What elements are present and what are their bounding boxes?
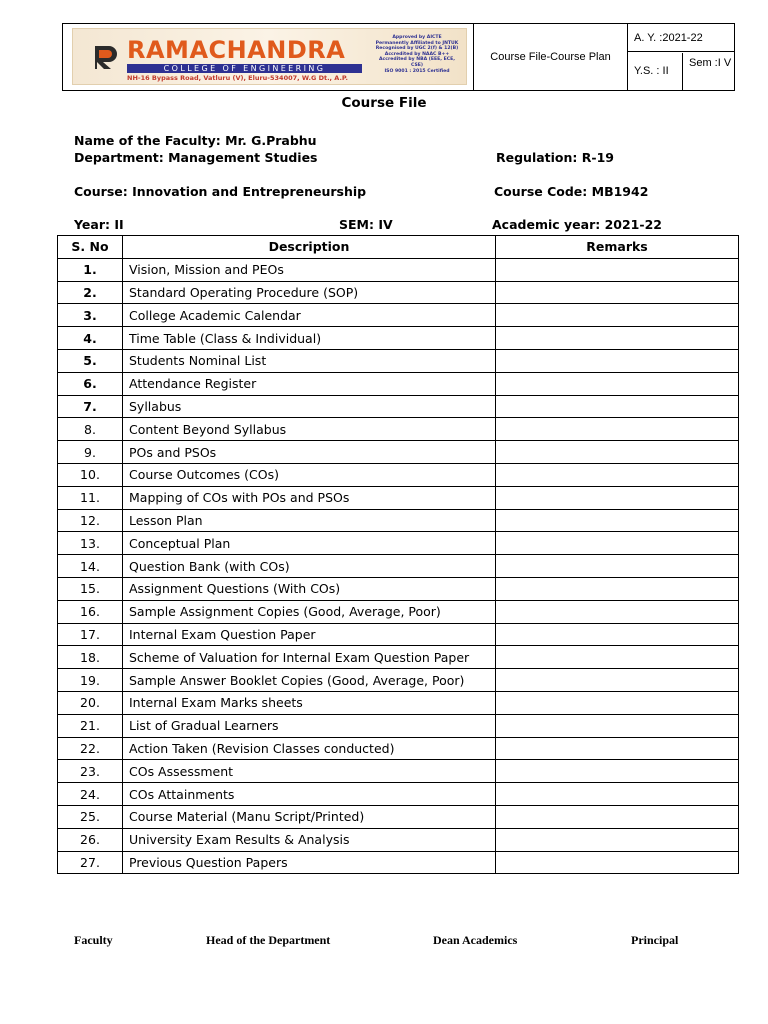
row-description: Time Table (Class & Individual): [123, 327, 496, 350]
row-remarks: [496, 372, 739, 395]
row-description: Question Bank (with COs): [123, 555, 496, 578]
year-sem-cell: Y.S. : II: [628, 53, 683, 90]
row-number: 23.: [58, 760, 123, 783]
row-remarks: [496, 760, 739, 783]
row-description: University Exam Results & Analysis: [123, 828, 496, 851]
department: Department: Management Studies: [74, 150, 318, 165]
row-description: Course Material (Manu Script/Printed): [123, 805, 496, 828]
row-number: 11.: [58, 486, 123, 509]
table-row: [58, 441, 739, 464]
table-row: [58, 532, 739, 555]
table-row: [58, 783, 739, 806]
sem-cell: Sem :I V: [689, 57, 732, 69]
table-row: [58, 486, 739, 509]
row-remarks: [496, 441, 739, 464]
signature-hod: Head of the Department: [206, 933, 331, 947]
col-header-sno: S. No: [58, 236, 123, 259]
approval-line: Permanently Affiliated to JNTUK: [375, 40, 459, 46]
row-number: 20.: [58, 691, 123, 714]
row-remarks: [496, 691, 739, 714]
row-number: 5.: [58, 349, 123, 372]
row-remarks: [496, 509, 739, 532]
row-description: COs Attainments: [123, 783, 496, 806]
approvals-list: [373, 35, 461, 74]
row-remarks: [496, 258, 739, 281]
approval-line: Recognised by UGC 2(f) & 12(B): [375, 46, 459, 52]
row-remarks: [496, 349, 739, 372]
signature-faculty: Faculty: [74, 933, 113, 947]
row-remarks: [496, 737, 739, 760]
row-remarks: [496, 805, 739, 828]
year-info-cell: [628, 24, 734, 90]
row-description: Internal Exam Marks sheets: [123, 691, 496, 714]
logo-cell: [63, 24, 474, 90]
approval-line: Approved by AICTE: [392, 35, 442, 40]
year: Year: II: [74, 217, 124, 232]
row-remarks: [496, 828, 739, 851]
row-number: 15.: [58, 577, 123, 600]
row-remarks: [496, 395, 739, 418]
row-number: 24.: [58, 783, 123, 806]
row-description: Course Outcomes (COs): [123, 463, 496, 486]
signature-principal: Principal: [631, 933, 679, 947]
row-remarks: [496, 327, 739, 350]
row-description: Internal Exam Question Paper: [123, 623, 496, 646]
row-number: 19.: [58, 669, 123, 692]
table-row: [58, 463, 739, 486]
row-number: 17.: [58, 623, 123, 646]
table-row: [58, 805, 739, 828]
approval-line: Accredited by NAAC B++: [384, 51, 450, 57]
row-description: Attendance Register: [123, 372, 496, 395]
table-row: [58, 669, 739, 692]
row-number: 26.: [58, 828, 123, 851]
table-row: [58, 372, 739, 395]
college-logo-banner: [72, 28, 467, 85]
approval-line: Accredited by NBA (EEE, ECE, CSE): [378, 57, 456, 68]
row-remarks: [496, 577, 739, 600]
row-description: Standard Operating Procedure (SOP): [123, 281, 496, 304]
faculty-name: Name of the Faculty: Mr. G.Prabhu: [74, 133, 317, 148]
row-number: 4.: [58, 327, 123, 350]
row-number: 3.: [58, 304, 123, 327]
row-description: Mapping of COs with POs and PSOs: [123, 486, 496, 509]
row-number: 21.: [58, 714, 123, 737]
row-number: 25.: [58, 805, 123, 828]
row-number: 7.: [58, 395, 123, 418]
table-row: [58, 395, 739, 418]
row-description: Sample Answer Booklet Copies (Good, Average, Poor): [123, 669, 496, 692]
table-row: [58, 304, 739, 327]
table-row: [58, 623, 739, 646]
row-remarks: [496, 623, 739, 646]
course-code: Course Code: MB1942: [494, 184, 649, 199]
row-number: 27.: [58, 851, 123, 874]
row-description: Syllabus: [123, 395, 496, 418]
table-row: [58, 646, 739, 669]
table-row: [58, 258, 739, 281]
table-row: [58, 281, 739, 304]
signature-dean: Dean Academics: [433, 933, 518, 947]
table-header-row: [58, 236, 739, 259]
table-row: [58, 418, 739, 441]
college-logo-icon: [93, 42, 119, 70]
row-remarks: [496, 851, 739, 874]
row-description: Scheme of Valuation for Internal Exam Question Paper: [123, 646, 496, 669]
row-number: 1.: [58, 258, 123, 281]
row-remarks: [496, 600, 739, 623]
semester: SEM: IV: [339, 217, 393, 232]
row-number: 16.: [58, 600, 123, 623]
row-remarks: [496, 463, 739, 486]
row-remarks: [496, 669, 739, 692]
row-number: 12.: [58, 509, 123, 532]
regulation: Regulation: R-19: [496, 150, 614, 165]
table-row: [58, 577, 739, 600]
row-remarks: [496, 714, 739, 737]
table-row: [58, 327, 739, 350]
college-address: NH-16 Bypass Road, Vatluru (V), Eluru-534007, W.G Dt., A.P.: [127, 74, 348, 82]
row-number: 13.: [58, 532, 123, 555]
table-row: [58, 737, 739, 760]
approval-line: ISO 9001 : 2015 Certified: [384, 68, 450, 74]
table-row: [58, 600, 739, 623]
table-row: [58, 349, 739, 372]
course-name: Course: Innovation and Entrepreneurship: [74, 184, 367, 199]
row-description: COs Assessment: [123, 760, 496, 783]
document-header: [62, 23, 735, 91]
col-header-remarks: Remarks: [496, 236, 739, 259]
academic-year-cell: A. Y. :2021-22: [628, 24, 734, 52]
table-row: [58, 714, 739, 737]
row-description: Previous Question Papers: [123, 851, 496, 874]
row-description: Assignment Questions (With COs): [123, 577, 496, 600]
row-description: College Academic Calendar: [123, 304, 496, 327]
row-remarks: [496, 418, 739, 441]
row-description: Action Taken (Revision Classes conducted): [123, 737, 496, 760]
academic-year: Academic year: 2021-22: [492, 217, 662, 232]
row-number: 6.: [58, 372, 123, 395]
row-number: 8.: [58, 418, 123, 441]
table-row: [58, 555, 739, 578]
doc-title-cell: Course File-Course Plan: [474, 24, 628, 90]
page-title: Course File: [341, 95, 427, 111]
table-row: [58, 851, 739, 874]
table-row: [58, 691, 739, 714]
row-remarks: [496, 304, 739, 327]
row-description: Conceptual Plan: [123, 532, 496, 555]
row-number: 18.: [58, 646, 123, 669]
course-file-table: [57, 235, 739, 874]
row-description: Sample Assignment Copies (Good, Average, Poor): [123, 600, 496, 623]
row-number: 14.: [58, 555, 123, 578]
college-subtitle: COLLEGE OF ENGINEERING: [127, 64, 362, 73]
row-description: Vision, Mission and PEOs: [123, 258, 496, 281]
table-row: [58, 828, 739, 851]
table-row: [58, 509, 739, 532]
row-remarks: [496, 646, 739, 669]
row-description: Students Nominal List: [123, 349, 496, 372]
row-description: Content Beyond Syllabus: [123, 418, 496, 441]
row-number: 10.: [58, 463, 123, 486]
row-number: 2.: [58, 281, 123, 304]
row-remarks: [496, 532, 739, 555]
row-description: POs and PSOs: [123, 441, 496, 464]
row-remarks: [496, 281, 739, 304]
row-remarks: [496, 555, 739, 578]
row-description: Lesson Plan: [123, 509, 496, 532]
row-remarks: [496, 486, 739, 509]
table-row: [58, 760, 739, 783]
row-number: 9.: [58, 441, 123, 464]
col-header-description: Description: [123, 236, 496, 259]
row-remarks: [496, 783, 739, 806]
college-name: RAMACHANDRA: [127, 36, 346, 64]
row-description: List of Gradual Learners: [123, 714, 496, 737]
row-number: 22.: [58, 737, 123, 760]
